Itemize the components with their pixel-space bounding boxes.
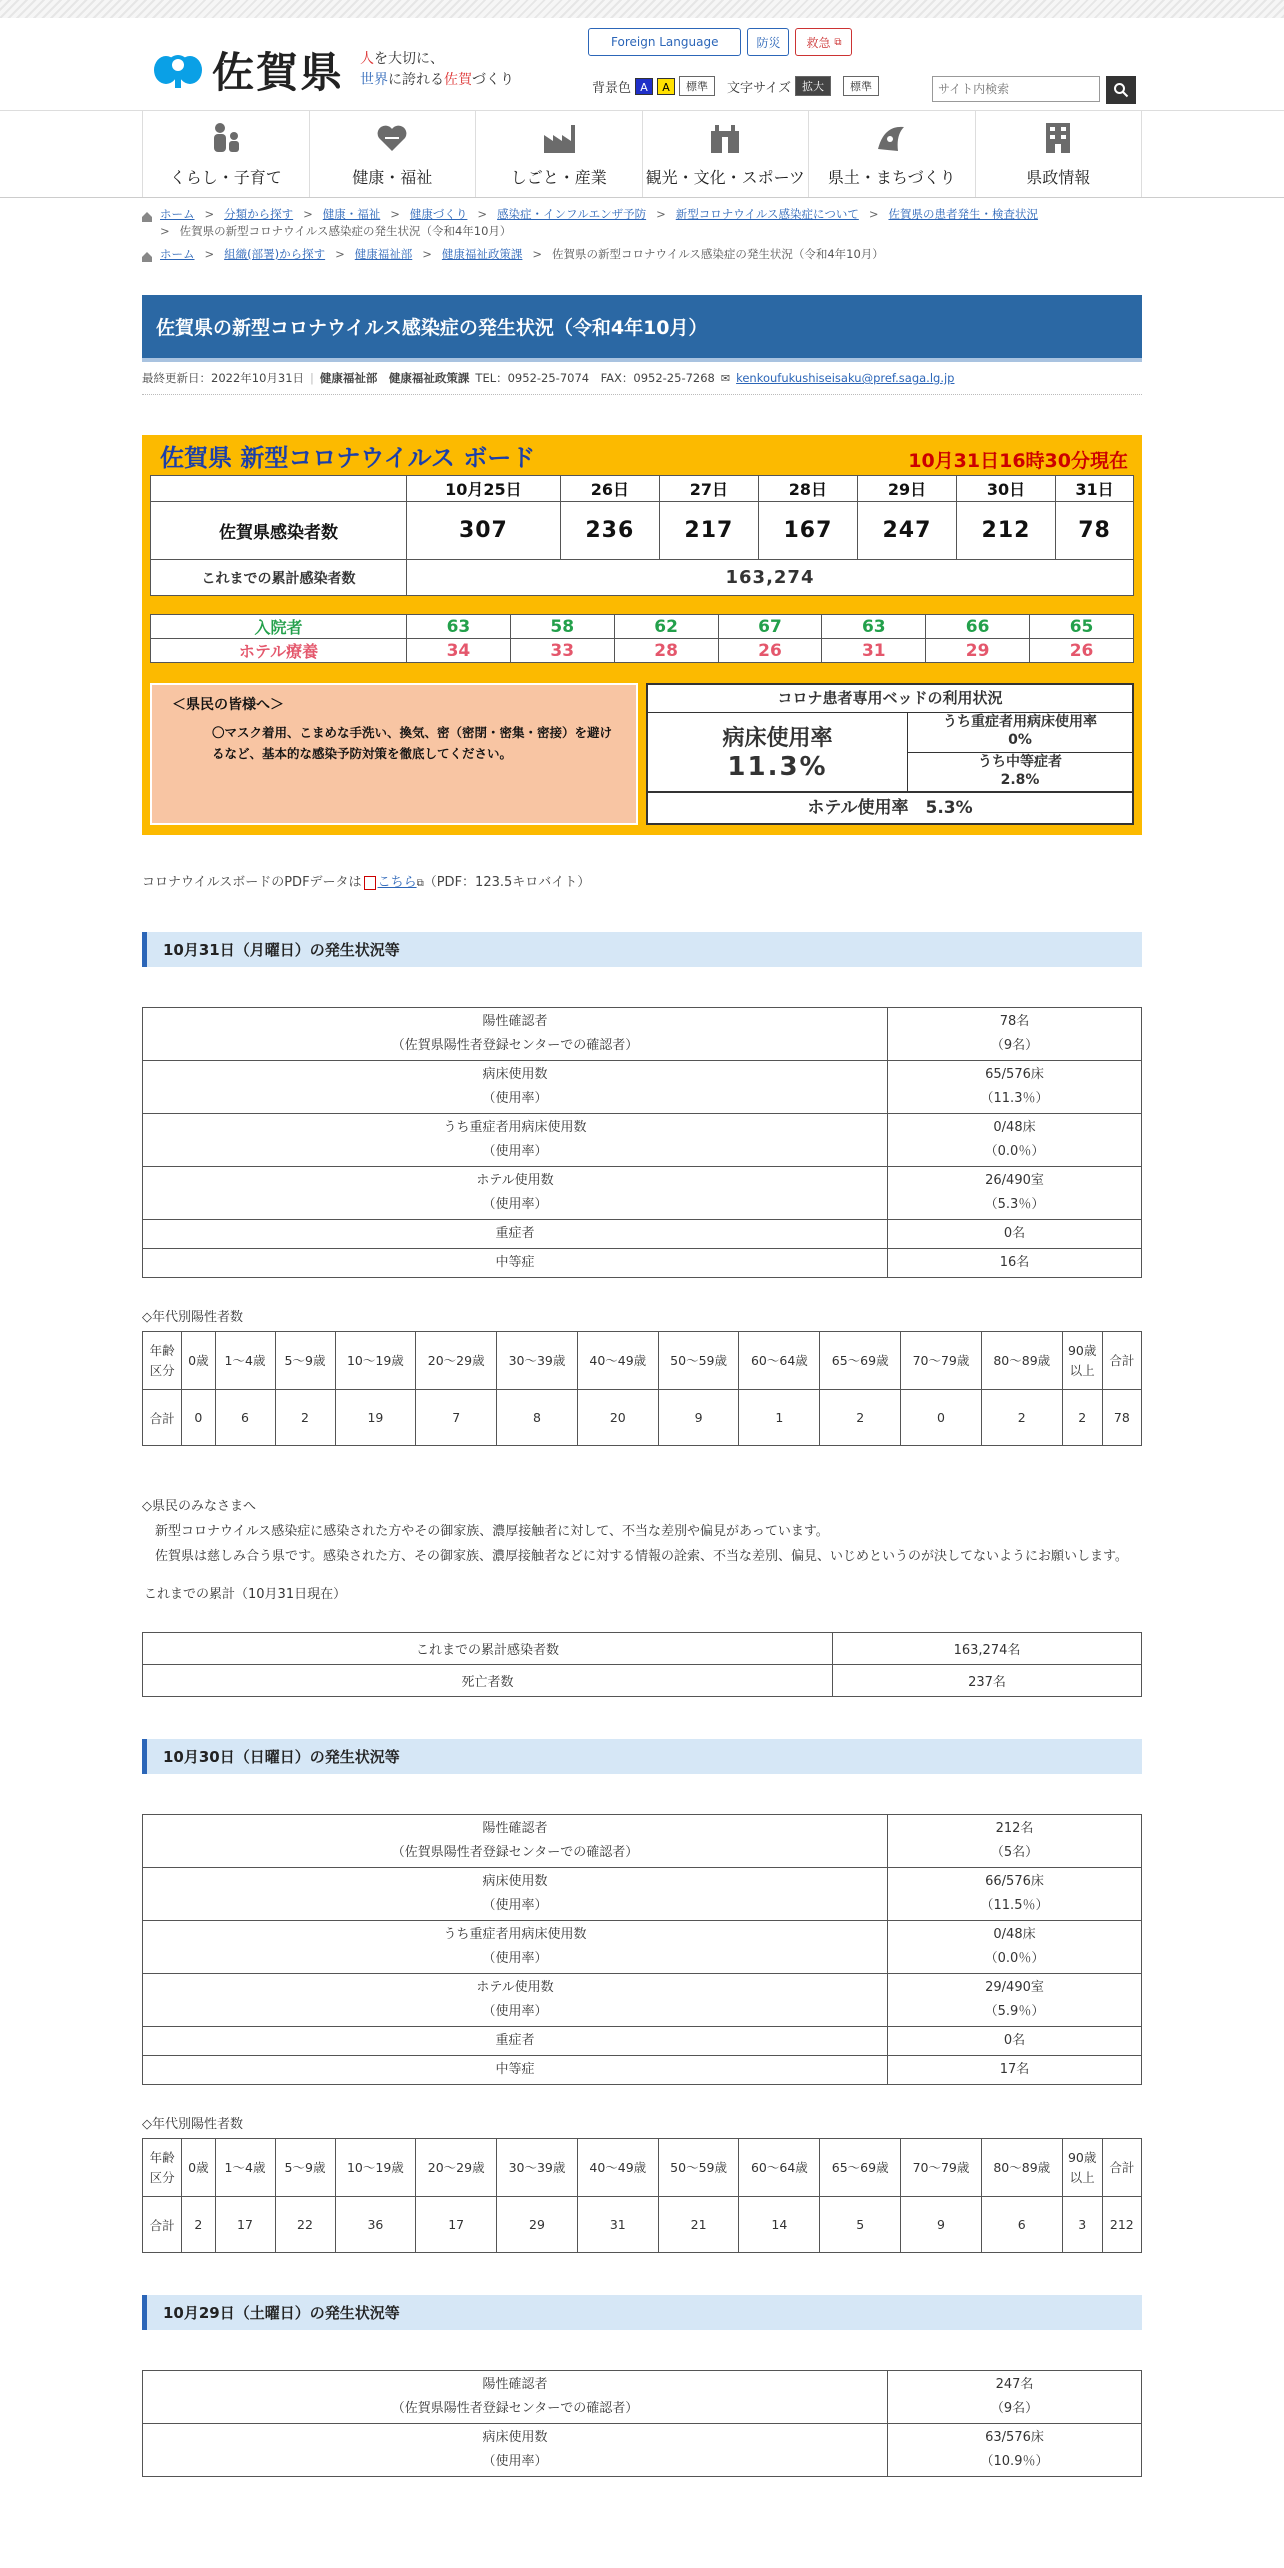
kyukyu-button[interactable] bbox=[795, 28, 852, 56]
age-heading: ◇年代別陽性者数 bbox=[142, 1310, 243, 1325]
nav-label: しごと・産業 bbox=[510, 167, 607, 187]
search-icon bbox=[1113, 82, 1129, 98]
textsize-label: 文字サイズ bbox=[727, 80, 791, 96]
nav-label: 県政情報 bbox=[1026, 167, 1091, 187]
infected-count: 217 bbox=[659, 502, 758, 560]
infected-count: 78 bbox=[1056, 502, 1134, 560]
last-updated: 最終更新日：2022年10月31日 bbox=[142, 371, 305, 385]
nav-label: 健康・福祉 bbox=[352, 167, 433, 187]
daily-status-table: 陽性確認者 （佐賀県陽性者登録センターでの確認者） 78名 （9名） 病床使用数 （使用率） 65/576床 （11.3％） うち重症者用病床使用数 （使用率） 0/48床 （0.0％） ホテル使用数 （使用率） 26/490室 （5.3％） 重症者 0名 中等症 16名 bbox=[142, 1007, 1142, 1278]
pdf-line: コロナウイルスボードのPDFデータは こちら⧉（PDF：123.5キロバイト） bbox=[142, 875, 591, 890]
resident-notice bbox=[150, 683, 638, 825]
notice-title: ＜県民の皆様へ＞ bbox=[172, 697, 284, 713]
bed-rate-value: 11.3% bbox=[727, 752, 828, 782]
hosp-count: 65 bbox=[1030, 615, 1134, 639]
top-stripe bbox=[0, 0, 1284, 18]
hotel-count: 26 bbox=[1030, 639, 1134, 663]
foreign-language-button[interactable]: Foreign Language bbox=[588, 28, 741, 56]
building-icon bbox=[1040, 121, 1076, 155]
cumulative-value: 163,274 bbox=[407, 560, 1134, 596]
logo-name: 佐賀県 bbox=[212, 48, 345, 97]
board-date: 28日 bbox=[758, 476, 857, 502]
corona-board bbox=[142, 435, 1142, 835]
home-icon bbox=[142, 250, 152, 260]
board-date: 31日 bbox=[1056, 476, 1134, 502]
age-table: 年齢 区分 0歳 1～4歳 5～9歳 10～19歳 20～29歳 30～39歳 40～49歳 50～59歳 60～64歳 65～69歳 70～79歳 80～89歳 90歳以上 合計 合計 0 6 2 19 7 8 20 9 1 2 0 2 2 78 bbox=[142, 1331, 1142, 1446]
infected-label: 佐賀県感染者数 bbox=[151, 502, 407, 560]
site-search-input[interactable] bbox=[932, 76, 1100, 102]
infected-count: 236 bbox=[560, 502, 659, 560]
bed-rate-label: 病床使用率 bbox=[722, 726, 833, 751]
hotel-count: 34 bbox=[407, 639, 511, 663]
severe-bed-rate: うち重症者用病床使用率 0% bbox=[908, 713, 1132, 753]
hotel-usage-rate: ホテル使用率 5.3% bbox=[807, 798, 973, 818]
infected-count: 212 bbox=[957, 502, 1056, 560]
bg-standard-button[interactable]: 標準 bbox=[679, 76, 715, 96]
nav-shigoto[interactable] bbox=[475, 111, 642, 197]
heart-hand-icon bbox=[374, 121, 410, 155]
nav-label: 観光・文化・スポーツ bbox=[645, 167, 805, 187]
day-heading: 10月29日（土曜日）の発生状況等 bbox=[142, 2295, 1142, 2330]
daily-status-table: 陽性確認者 （佐賀県陽性者登録センターでの確認者） 247名 （9名） 病床使用数 （使用率） 63/576床 （10.9％） bbox=[142, 2370, 1142, 2477]
hosp-count: 63 bbox=[407, 615, 511, 639]
bousai-label: 防災 bbox=[756, 35, 781, 50]
bc-corona[interactable]: 新型コロナウイルス感染症について bbox=[675, 207, 859, 221]
nav-label: くらし・子育て bbox=[169, 167, 282, 187]
moderate-rate: うち中等症者 2.8% bbox=[978, 753, 1062, 788]
site-header bbox=[142, 18, 1142, 110]
cumulative-table: これまでの累計感染者数 163,274名 死亡者数 237名 bbox=[142, 1632, 1142, 1697]
family-icon bbox=[208, 121, 244, 155]
bg-blue-button[interactable]: A bbox=[635, 78, 653, 95]
site-logo[interactable] bbox=[152, 40, 514, 100]
infected-count: 247 bbox=[857, 502, 956, 560]
hotel-count: 28 bbox=[614, 639, 718, 663]
nav-label: 県土・まちづくり bbox=[827, 167, 956, 187]
bc-kenko[interactable]: 健康・福祉 bbox=[322, 207, 381, 221]
bc-kenkofukushibu[interactable]: 健康福祉部 bbox=[354, 247, 413, 261]
board-title: 佐賀県 新型コロナウイルス ボード bbox=[160, 444, 536, 472]
bc-bunrui[interactable]: 分類から探す bbox=[224, 207, 294, 221]
hosp-label: 入院者 bbox=[151, 615, 407, 639]
infected-count: 167 bbox=[758, 502, 857, 560]
board-date: 30日 bbox=[957, 476, 1056, 502]
pdf-link[interactable]: こちら bbox=[377, 875, 417, 890]
nav-kendo[interactable] bbox=[808, 111, 975, 197]
hosp-count: 63 bbox=[822, 615, 926, 639]
logo-tagline: 人を大切に、 世界に誇れる佐賀づくり bbox=[360, 51, 515, 88]
hotel-label: ホテル療養 bbox=[151, 639, 407, 663]
board-date: 26日 bbox=[560, 476, 659, 502]
bc-current: 佐賀県の新型コロナウイルス感染症の発生状況（令和4年10月） bbox=[552, 247, 884, 261]
hosp-count: 62 bbox=[614, 615, 718, 639]
age-table: 年齢 区分 0歳 1～4歳 5～9歳 10～19歳 20～29歳 30～39歳 40～49歳 50～59歳 60～64歳 65～69歳 70～79歳 80～89歳 90歳以上 合計 合計 2 17 22 36 17 29 31 21 14 5 9 6 3 212 bbox=[142, 2138, 1142, 2253]
notice-body: 〇マスク着用、こまめな手洗い、換気、密（密閉・密集・密接）を避けるなど、基本的な感染予防対策を徹底してください。 bbox=[212, 725, 613, 761]
board-hospital-table bbox=[150, 614, 1134, 663]
hotel-count: 29 bbox=[926, 639, 1030, 663]
town-icon bbox=[874, 121, 910, 155]
age-heading: ◇年代別陽性者数 bbox=[142, 2117, 243, 2132]
resident-message: ◇県民のみなさまへ 新型コロナウイルス感染症に感染された方やその御家族、濃厚接触者に対して、不当な差別や偏見があっています。 佐賀県は慈しみ合う県です。感染された方、その御家族、濃厚接触者などに対する情報の詮索、不当な差別、偏見、いじめというのが決してないようにお願いします。 bbox=[142, 1499, 1128, 1564]
external-link-icon: ⧉ bbox=[834, 36, 842, 48]
infected-count: 307 bbox=[407, 502, 561, 560]
beds-title: コロナ患者専用ベッドの利用状況 bbox=[648, 685, 1132, 713]
bc-kanja[interactable]: 佐賀県の患者発生・検査状況 bbox=[888, 207, 1038, 221]
contact-tel: TEL：0952-25-7074 FAX：0952-25-7268 bbox=[475, 371, 715, 385]
global-nav bbox=[0, 110, 1284, 198]
text-enlarge-button[interactable]: 拡大 bbox=[795, 76, 831, 96]
hotel-count: 26 bbox=[718, 639, 822, 663]
bc-seisakuka[interactable]: 健康福祉政策課 bbox=[441, 247, 523, 261]
hotel-count: 31 bbox=[822, 639, 926, 663]
culture-icon bbox=[707, 121, 743, 155]
bc-kenkozukuri[interactable]: 健康づくり bbox=[409, 207, 468, 221]
day-heading: 10月30日（日曜日）の発生状況等 bbox=[142, 1739, 1142, 1774]
text-standard-button[interactable]: 標準 bbox=[843, 76, 879, 96]
bc-home[interactable]: ホーム bbox=[160, 207, 195, 221]
daily-status-table: 陽性確認者 （佐賀県陽性者登録センターでの確認者） 212名 （5名） 病床使用数 （使用率） 66/576床 （11.5％） うち重症者用病床使用数 （使用率） 0/48床 （0.0％） ホテル使用数 （使用率） 29/490室 （5.9％） 重症者 0名 中等症 17名 bbox=[142, 1814, 1142, 2085]
bg-yellow-button[interactable]: A bbox=[657, 78, 675, 95]
department: 健康福祉部 健康福祉政策課 bbox=[319, 371, 470, 385]
factory-icon bbox=[541, 121, 577, 155]
bc-kansensho[interactable]: 感染症・インフルエンザ予防 bbox=[497, 207, 647, 221]
saga-logo-icon bbox=[152, 48, 204, 92]
page-title: 佐賀県の新型コロナウイルス感染症の発生状況（令和4年10月） bbox=[142, 295, 1142, 362]
cumulative-label: これまでの累計感染者数 bbox=[151, 560, 407, 596]
mail-icon: ✉ bbox=[720, 371, 731, 385]
board-as-of: 10月31日16時30分現在 bbox=[908, 450, 1128, 472]
pdf-icon bbox=[364, 876, 376, 890]
nav-kenko[interactable] bbox=[309, 111, 476, 197]
hosp-count: 58 bbox=[510, 615, 614, 639]
nav-kurashi[interactable] bbox=[142, 111, 309, 197]
search-button[interactable] bbox=[1106, 76, 1136, 104]
bc-current: 佐賀県の新型コロナウイルス感染症の発生状況（令和4年10月） bbox=[179, 224, 512, 238]
hosp-count: 66 bbox=[926, 615, 1030, 639]
board-infection-table bbox=[150, 475, 1134, 596]
board-date: 10月25日 bbox=[407, 476, 561, 502]
bed-usage-panel bbox=[646, 683, 1134, 825]
board-date: 29日 bbox=[857, 476, 956, 502]
cumulative-heading: これまでの累計（10月31日現在） bbox=[144, 1587, 347, 1602]
day-heading: 10月31日（月曜日）の発生状況等 bbox=[142, 932, 1142, 967]
hosp-count: 67 bbox=[718, 615, 822, 639]
nav-kensei[interactable] bbox=[975, 111, 1143, 197]
bc-soshiki[interactable]: 組織(部署)から探す bbox=[224, 247, 326, 261]
page-meta: 最終更新日：2022年10月31日 | 健康福祉部 健康福祉政策課 TEL：0952-25-7074 FAX：0952-25-7268 ✉ kenkoufukushiseisaku@pref.saga.lg.jp bbox=[142, 370, 1142, 395]
contact-email-link[interactable]: kenkoufukushiseisaku@pref.saga.lg.jp bbox=[736, 371, 955, 385]
kyukyu-label: 救急 bbox=[806, 35, 831, 50]
bgcolor-label: 背景色 bbox=[592, 80, 632, 96]
home-icon bbox=[142, 210, 152, 220]
bc-home[interactable]: ホーム bbox=[160, 247, 195, 261]
board-date: 27日 bbox=[659, 476, 758, 502]
breadcrumb: ホーム > 分類から探す > 健康・福祉 > 健康づくり > 感染症・インフルエンザ予防 > 新型コロナウイルス感染症について > 佐賀県の患者発生・検査状況 > 佐賀県の新型コロナウイルス感染症の発生状況（令和4年10月） ホーム > 組織(部署)から探す > 健康福祉部 > 健康福祉政策課 > 佐賀県の新型コロナウイルス感染症の発生状況（令和4年10月） bbox=[142, 206, 1142, 263]
bousai-button[interactable] bbox=[747, 28, 789, 56]
nav-kanko[interactable] bbox=[642, 111, 809, 197]
hotel-count: 33 bbox=[510, 639, 614, 663]
external-link-icon: ⧉ bbox=[416, 878, 424, 889]
